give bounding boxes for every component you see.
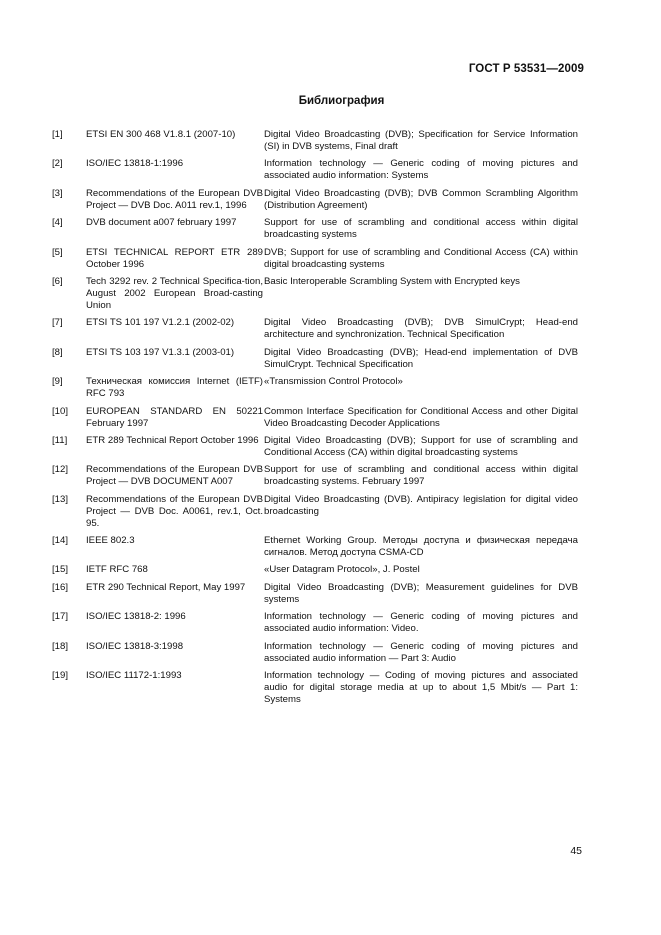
- reference-row: [52, 435, 578, 464]
- reference-number: [19]: [52, 670, 69, 682]
- reference-number: [6]: [52, 275, 63, 287]
- reference-source: EUROPEAN STANDARD EN 50221 February 1997: [86, 405, 263, 429]
- reference-source-cell: [86, 464, 263, 493]
- reference-number: [17]: [52, 611, 69, 623]
- page-title: Библиография: [298, 95, 385, 107]
- reference-source: DVB document a007 february 1997: [86, 217, 237, 229]
- reference-row: [52, 129, 578, 158]
- reference-number: [7]: [52, 317, 63, 329]
- reference-source-cell: [86, 535, 263, 564]
- reference-source: Tech 3292 rev. 2 Technical Specifica-tion, August 2002 European Broad-casting Union: [86, 275, 263, 311]
- reference-description: Digital Video Broadcasting (DVB); Measurement guidelines for DVB systems: [264, 581, 578, 605]
- reference-source-cell: [86, 611, 263, 640]
- reference-source: IETF RFC 768: [86, 564, 148, 576]
- reference-number: [9]: [52, 376, 63, 388]
- reference-number: [14]: [52, 535, 69, 547]
- reference-source: ETSI TECHNICAL REPORT ETR 289 October 1996: [86, 246, 263, 270]
- reference-source-cell: [86, 582, 263, 611]
- reference-description: Digital Video Broadcasting (DVB); DVB Common Scrambling Algorithm (Distribution Agreement): [264, 187, 578, 211]
- reference-source-cell: [86, 129, 263, 158]
- reference-row: [52, 188, 578, 217]
- reference-source: ISO/IEC 11172-1:1993: [86, 670, 182, 682]
- reference-number: [1]: [52, 129, 63, 140]
- reference-row: [52, 494, 578, 535]
- reference-description: Digital Video Broadcasting (DVB). Antipiracy legislation for digital video broadcasting: [264, 493, 578, 517]
- reference-description: DVB; Support for use of scrambling and Conditional Access (CA) within digital broadcasting systems: [264, 246, 578, 270]
- reference-description: Basic Interoperable Scrambling System with Encrypted keys: [264, 275, 520, 287]
- reference-source-cell: [86, 347, 263, 376]
- reference-number: [18]: [52, 640, 69, 652]
- reference-source-cell: [86, 494, 263, 535]
- reference-number: [15]: [52, 564, 69, 576]
- reference-row: [52, 376, 578, 405]
- reference-row: [52, 464, 578, 493]
- bibliography-table: [52, 129, 578, 711]
- reference-row: [52, 317, 578, 346]
- reference-row: [52, 611, 578, 640]
- reference-source: ETSI EN 300 468 V1.8.1 (2007-10): [86, 129, 236, 140]
- reference-source-cell: [86, 276, 263, 317]
- reference-source: ISO/IEC 13818-1:1996: [86, 158, 184, 170]
- reference-source-cell: [86, 317, 263, 346]
- reference-row: [52, 158, 578, 187]
- reference-row: [52, 276, 578, 317]
- reference-description: Common Interface Specification for Conditional Access and other Digital Video Broadcasting Decoder Applications: [264, 405, 578, 429]
- reference-row: [52, 564, 578, 581]
- reference-source: ETSI TS 103 197 V1.3.1 (2003-01): [86, 346, 235, 358]
- reference-row: [52, 641, 578, 670]
- reference-source: IEEE 802.3: [86, 535, 135, 547]
- reference-number: [2]: [52, 158, 63, 170]
- reference-row: [52, 347, 578, 376]
- reference-description: Digital Video Broadcasting (DVB); DVB SimulCrypt; Head-end architecture and synchronization. Technical Specification: [264, 317, 578, 341]
- reference-description: «User Datagram Protocol», J. Postel: [264, 564, 420, 576]
- reference-description: Digital Video Broadcasting (DVB); Support for use of scrambling and Conditional Access (CA) within digital broadcasting systems: [264, 434, 578, 458]
- reference-source: Recommendations of the European DVB Project — DVB Doc. A011 rev.1, 1996: [86, 187, 263, 211]
- reference-row: [52, 535, 578, 564]
- reference-source-cell: [86, 641, 263, 670]
- reference-description: Ethernet Working Group. Методы доступа и физическая передача сигналов. Метод доступа CSMA-CD: [264, 535, 578, 559]
- reference-source: ISO/IEC 13818-3:1998: [86, 640, 184, 652]
- reference-row: [52, 247, 578, 276]
- reference-description: Digital Video Broadcasting (DVB); Specification for Service Information (SI) in DVB systems, Final draft: [264, 129, 578, 152]
- reference-description: Support for use of scrambling and conditional access within digital broadcasting systems: [264, 217, 578, 241]
- reference-description: Support for use of scrambling and conditional access within digital broadcasting systems. February 1997: [264, 464, 578, 488]
- reference-source: Техническая комиссия Internet (IETF) RFC 793: [86, 376, 263, 400]
- reference-number: [5]: [52, 246, 63, 258]
- reference-number: [11]: [52, 434, 68, 446]
- reference-number: [10]: [52, 405, 69, 417]
- reference-row: [52, 670, 578, 711]
- reference-source-cell: [86, 406, 263, 435]
- reference-description: Digital Video Broadcasting (DVB); Head-end implementation of DVB SimulCrypt. Technical Specification: [264, 346, 578, 370]
- reference-source-cell: [86, 188, 263, 217]
- reference-source: ISO/IEC 13818-2: 1996: [86, 611, 186, 623]
- reference-source-cell: [86, 564, 263, 581]
- reference-source-cell: [86, 670, 263, 711]
- reference-source-cell: [86, 217, 263, 246]
- reference-source-cell: [86, 158, 263, 187]
- reference-number: [3]: [52, 187, 63, 199]
- reference-row: [52, 582, 578, 611]
- document-code: ГОСТ Р 53531—2009: [468, 63, 584, 75]
- reference-description: Information technology — Generic coding of moving pictures and associated audio information — Part 3: Audio: [264, 640, 578, 664]
- reference-source: ETSI TS 101 197 V1.2.1 (2002-02): [86, 317, 235, 329]
- reference-source-cell: [86, 376, 263, 405]
- reference-number: [13]: [52, 493, 69, 505]
- reference-source-cell: [86, 247, 263, 276]
- reference-description: Information technology — Coding of moving pictures and associated audio for digital storage media at up to about 1,5 Mbit/s — Part 1: Systems: [264, 670, 578, 706]
- reference-description: Information technology — Generic coding of moving pictures and associated audio information: Systems: [264, 158, 578, 182]
- reference-source: Recommendations of the European DVB Project — DVB Doc. A0061, rev.1, Oct. 95.: [86, 493, 263, 529]
- reference-row: [52, 217, 578, 246]
- page-number: 45: [570, 845, 582, 857]
- reference-source: Recommendations of the European DVB Project — DVB DOCUMENT A007: [86, 464, 263, 488]
- reference-description: «Transmission Control Protocol»: [264, 376, 403, 388]
- reference-source-cell: [86, 435, 263, 464]
- reference-source: ETR 290 Technical Report, May 1997: [86, 581, 246, 593]
- reference-number: [8]: [52, 346, 63, 358]
- reference-row: [52, 406, 578, 435]
- reference-source: ETR 289 Technical Report October 1996: [86, 434, 259, 446]
- reference-description: Information technology — Generic coding of moving pictures and associated audio information: Video.: [264, 611, 578, 635]
- reference-number: [4]: [52, 217, 63, 229]
- reference-number: [12]: [52, 464, 69, 476]
- reference-number: [16]: [52, 581, 69, 593]
